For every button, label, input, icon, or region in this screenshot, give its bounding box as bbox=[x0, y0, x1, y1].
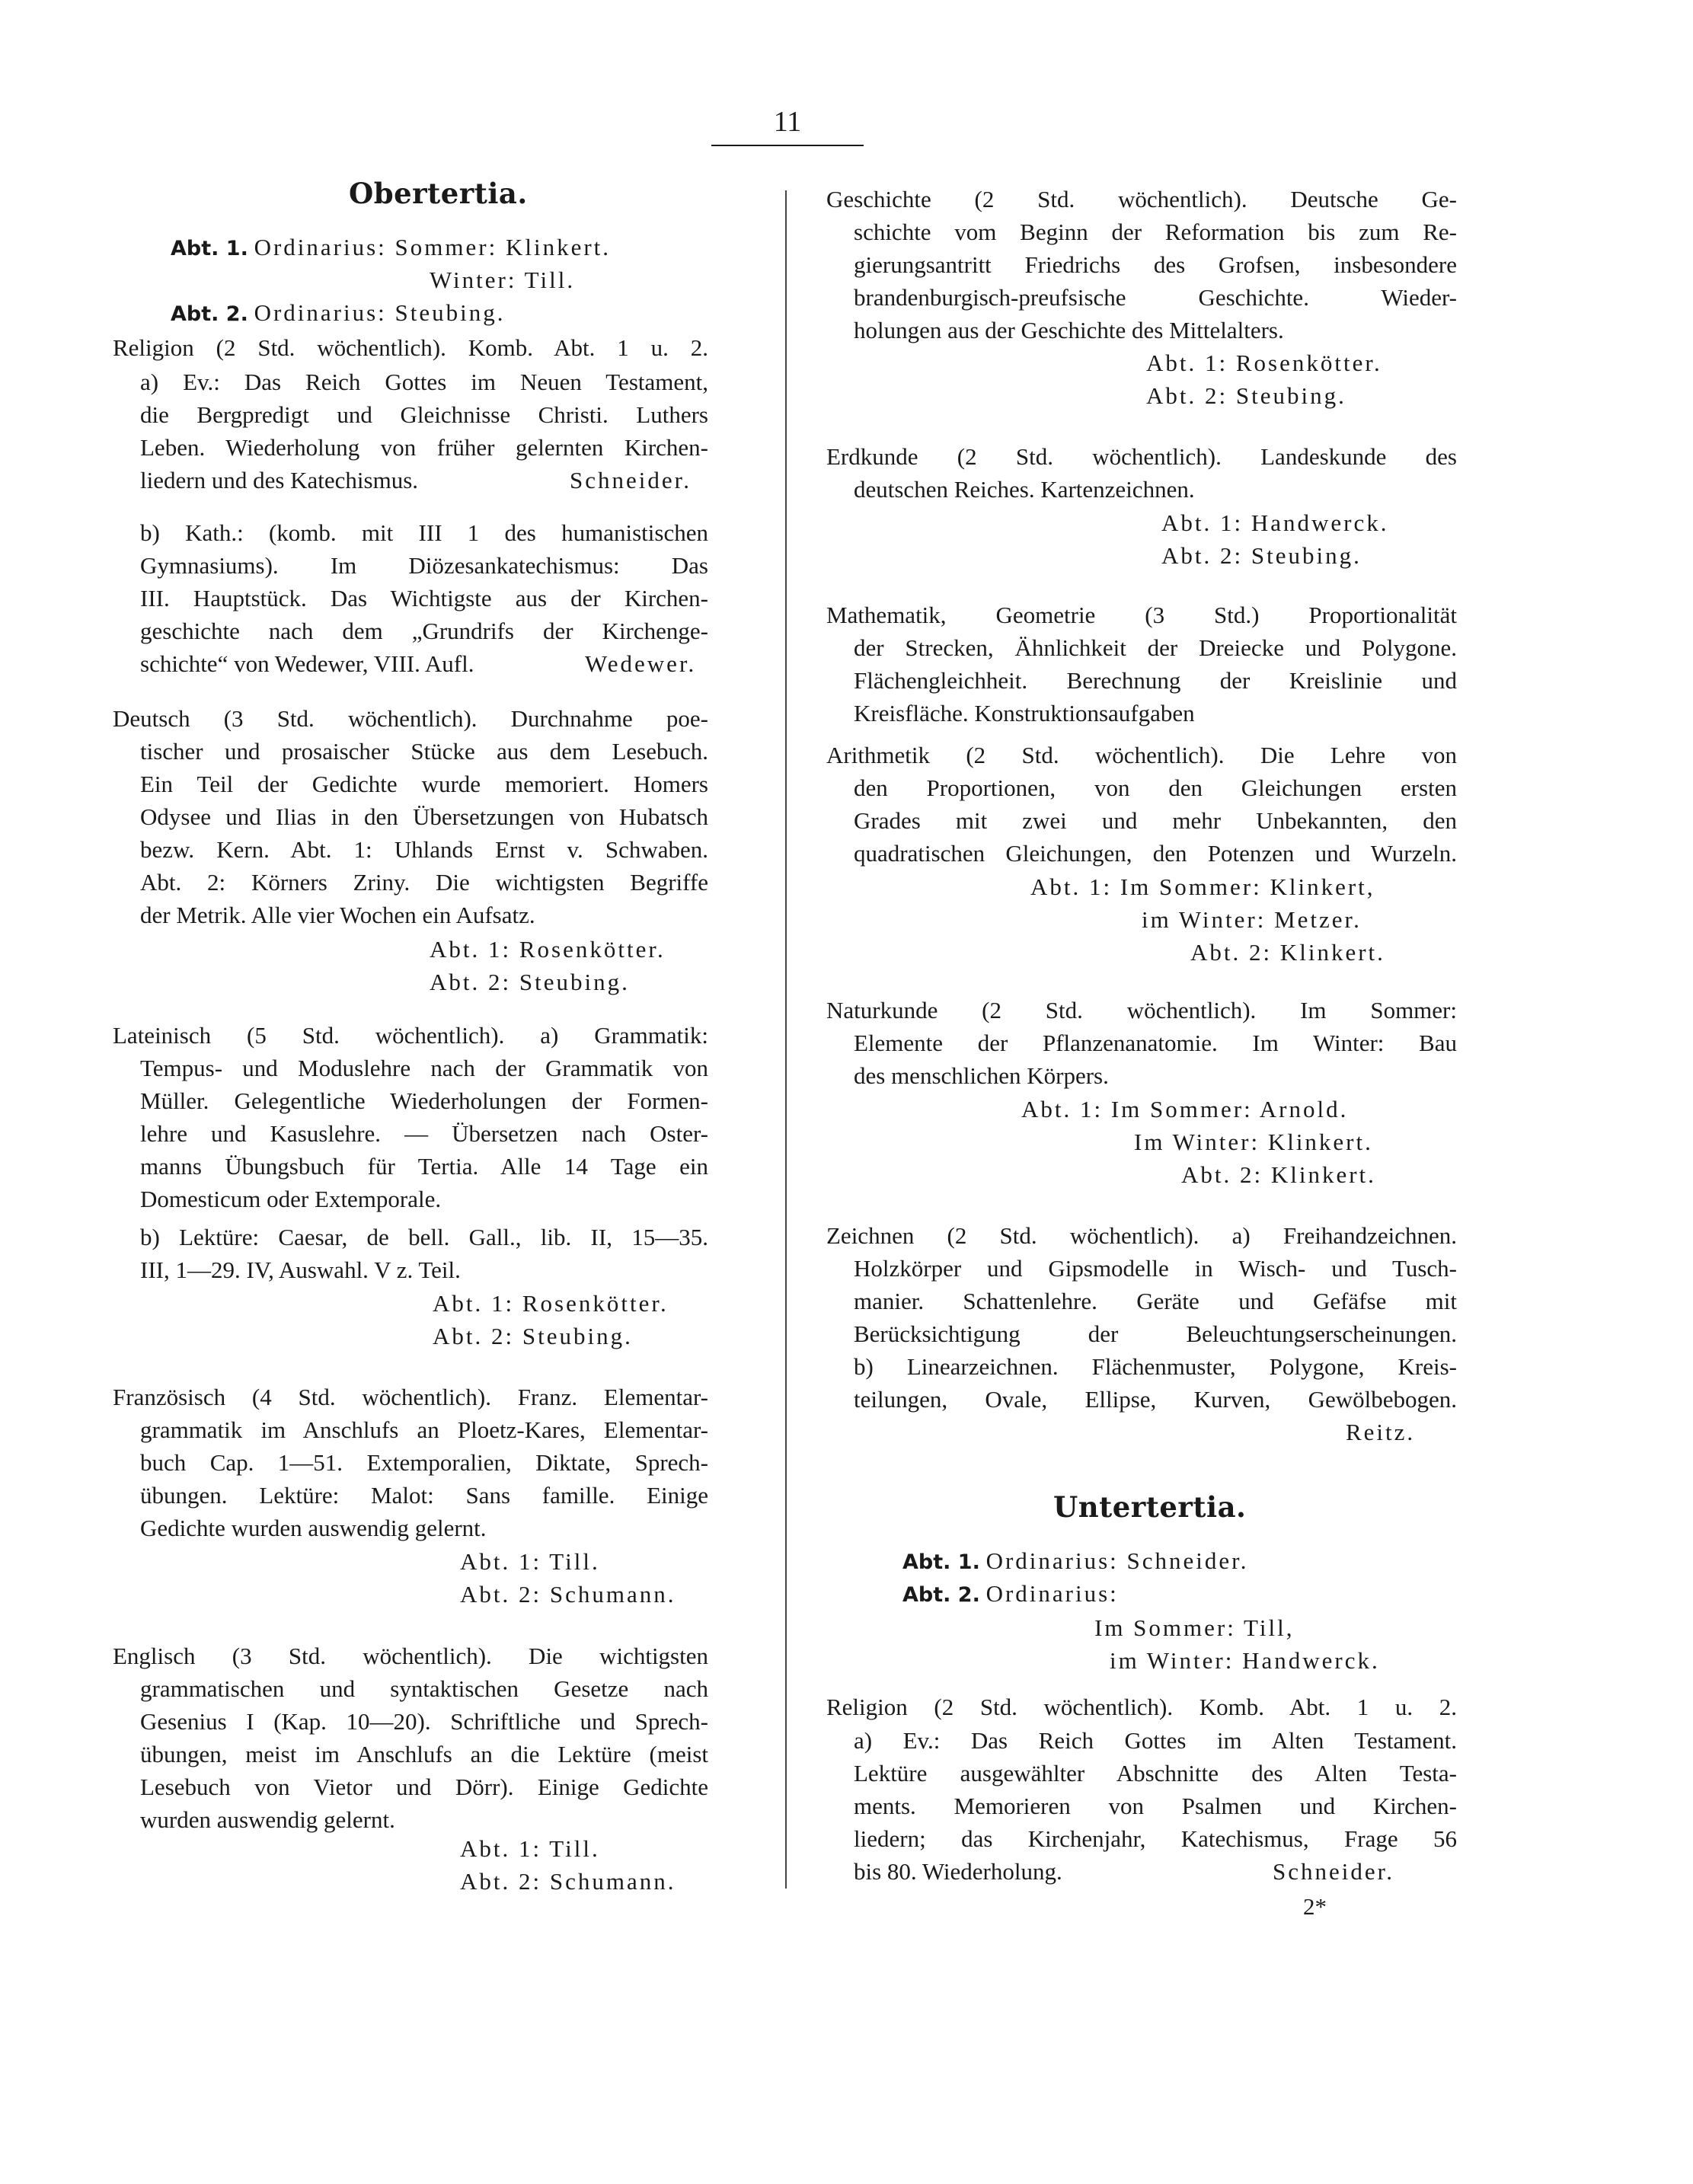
teacher-line: Abt. 1: Rosenkötter. bbox=[1146, 350, 1382, 376]
text-line: übungen, meist im Anschlufs an die Lektüre (meist bbox=[140, 1741, 708, 1767]
text-line: Ein Teil der Gedichte wurde memoriert. Homers bbox=[140, 771, 708, 797]
text-line: der Strecken, Ähnlichkeit der Dreiecke und Polygone. bbox=[854, 634, 1457, 661]
teacher-line: Abt. 2: Klinkert. bbox=[1190, 939, 1385, 966]
teacher-line: Abt. 2: Klinkert. bbox=[1181, 1161, 1376, 1188]
teacher-line: Abt. 1: Im Sommer: Arnold. bbox=[1021, 1096, 1349, 1122]
teacher-line: Im Winter: Klinkert. bbox=[1134, 1129, 1373, 1155]
text-line: Geschichte (2 Std. wöchentlich). Deutsche Ge- bbox=[826, 186, 1457, 212]
text-line: holungen aus der Geschichte des Mittelalters. bbox=[854, 317, 1284, 343]
abt-label: Abt. 2. bbox=[902, 1583, 980, 1607]
teacher-line: Abt. 1: Till. bbox=[460, 1548, 600, 1575]
text-line: Französisch (4 Std. wöchentlich). Franz. Elementar- bbox=[113, 1384, 708, 1410]
teacher-line: Abt. 2: Steubing. bbox=[433, 1323, 633, 1349]
text-line: a) Ev.: Das Reich Gottes im Alten Testament. bbox=[854, 1727, 1457, 1754]
text-line: Tempus- und Moduslehre nach der Grammatik von bbox=[140, 1055, 708, 1081]
text-line: übungen. Lektüre: Malot: Sans famille. Einige bbox=[140, 1482, 708, 1509]
column-divider bbox=[785, 190, 787, 1889]
text-line: Englisch (3 Std. wöchentlich). Die wichtigsten bbox=[113, 1643, 708, 1669]
text-line: Mathematik, Geometrie (3 Std.) Proportionalität bbox=[826, 602, 1457, 628]
teacher-line: Abt. 2: Steubing. bbox=[1146, 382, 1346, 409]
teacher-name: Wedewer. bbox=[585, 650, 697, 677]
abt-label: Abt. 1. bbox=[171, 237, 248, 260]
teacher-line: Abt. 2: Steubing. bbox=[1161, 542, 1362, 569]
text-line: quadratischen Gleichungen, den Potenzen und Wurzeln. bbox=[854, 840, 1457, 867]
text-line: Gesenius I (Kap. 10—20). Schriftliche und Sprech- bbox=[140, 1708, 708, 1735]
text-line: Domesticum oder Extemporale. bbox=[140, 1186, 442, 1212]
text-line: b) Lektüre: Caesar, de bell. Gall., lib. II, 15—35. bbox=[140, 1224, 708, 1250]
text-line: Deutsch (3 Std. wöchentlich). Durchnahme poe- bbox=[113, 705, 708, 732]
text-line: Gedichte wurden auswendig gelernt. bbox=[140, 1515, 487, 1541]
text-line: buch Cap. 1—51. Extemporalien, Diktate, Sprech- bbox=[140, 1449, 708, 1476]
text-line: grammatik im Anschlufs an Ploetz-Kares, Elementar- bbox=[140, 1416, 708, 1443]
text-line: Holzkörper und Gipsmodelle in Wisch- und Tusch- bbox=[854, 1255, 1457, 1282]
text-line: liedern und des Katechismus. bbox=[140, 467, 419, 493]
signature-mark: 2* bbox=[1303, 1893, 1327, 1920]
ordinarius-line bbox=[902, 1544, 1249, 1579]
ordinarius-line: Winter: Till. bbox=[430, 267, 576, 293]
text-line: des menschlichen Körpers. bbox=[854, 1062, 1109, 1089]
text-line: schichte vom Beginn der Reformation bis zum Re- bbox=[854, 219, 1457, 245]
text-line: bis 80. Wiederholung. bbox=[854, 1858, 1062, 1885]
teacher-line: Abt. 2: Schumann. bbox=[460, 1581, 676, 1608]
ordinarius-text: Ordinarius: Sommer: Klinkert. bbox=[254, 234, 612, 260]
text-line: a) Ev.: Das Reich Gottes im Neuen Testament, bbox=[140, 369, 708, 395]
text-line: manier. Schattenlehre. Geräte und Gefäfse mit bbox=[854, 1288, 1457, 1314]
text-line: Erdkunde (2 Std. wöchentlich). Landeskunde des bbox=[826, 443, 1457, 470]
text-line: Lektüre ausgewählter Abschnitte des Alten Testa- bbox=[854, 1760, 1457, 1786]
text-line: den Proportionen, von den Gleichungen ersten bbox=[854, 774, 1457, 801]
text-line: Berücksichtigung der Beleuchtungserscheinungen. bbox=[854, 1320, 1457, 1347]
teacher-line: Abt. 1: Till. bbox=[460, 1835, 600, 1862]
text-line: Elemente der Pflanzenanatomie. Im Winter: Bau bbox=[854, 1030, 1457, 1056]
text-line: Odysee und Ilias in den Übersetzungen von Hubatsch bbox=[140, 803, 708, 830]
text-line: der Metrik. Alle vier Wochen ein Aufsatz. bbox=[140, 902, 535, 928]
text-line: manns Übungsbuch für Tertia. Alle 14 Tage ein bbox=[140, 1153, 708, 1180]
text-line: Lateinisch (5 Std. wöchentlich). a) Grammatik: bbox=[113, 1022, 708, 1049]
text-line: brandenburgisch-preufsische Geschichte. Wieder- bbox=[854, 284, 1457, 311]
ordinarius-text: Ordinarius: bbox=[985, 1580, 1119, 1607]
text-line: teilungen, Ovale, Ellipse, Kurven, Gewölbebogen. bbox=[854, 1386, 1457, 1413]
text-line: III, 1—29. IV, Auswahl. V z. Teil. bbox=[140, 1256, 461, 1283]
text-line: Gymnasiums). Im Diözesankatechismus: Das bbox=[140, 552, 708, 579]
text-line: b) Kath.: (komb. mit III 1 des humanistischen bbox=[140, 519, 708, 546]
text-line: lehre und Kasuslehre. — Übersetzen nach Oster- bbox=[140, 1120, 708, 1147]
ordinarius-line bbox=[171, 296, 506, 330]
ordinarius-line bbox=[902, 1577, 1119, 1611]
teacher-line: Abt. 1: Rosenkötter. bbox=[433, 1290, 669, 1317]
text-line: ments. Memorieren von Psalmen und Kirchen- bbox=[854, 1793, 1457, 1819]
text-line: schichte“ von Wedewer, VIII. Aufl. bbox=[140, 650, 474, 677]
text-line: Grades mit zwei und mehr Unbekannten, den bbox=[854, 807, 1457, 834]
abt-label: Abt. 2. bbox=[171, 302, 248, 326]
section-heading-untertertia: Untertertia. bbox=[1053, 1490, 1247, 1524]
teacher-line: Abt. 2: Schumann. bbox=[460, 1868, 676, 1895]
ordinarius-line bbox=[171, 231, 611, 265]
teacher-name: Schneider. bbox=[1273, 1858, 1394, 1885]
text-line: Arithmetik (2 Std. wöchentlich). Die Lehre von bbox=[826, 742, 1457, 768]
text-line: Leben. Wiederholung von früher gelernten Kirchen- bbox=[140, 434, 708, 461]
text-line: geschichte nach dem „Grundrifs der Kirchenge- bbox=[140, 618, 708, 644]
text-line: Zeichnen (2 Std. wöchentlich). a) Freihandzeichnen. bbox=[826, 1222, 1457, 1249]
text-line: deutschen Reiches. Kartenzeichnen. bbox=[854, 476, 1195, 503]
section-heading-obertertia: Obertertia. bbox=[349, 177, 528, 210]
text-line: bezw. Kern. Abt. 1: Uhlands Ernst v. Schwaben. bbox=[140, 836, 708, 863]
text-line: Flächengleichheit. Berechnung der Kreislinie und bbox=[854, 667, 1457, 694]
ordinarius-line: Im Sommer: Till, bbox=[1094, 1614, 1295, 1641]
page-number: 11 bbox=[773, 106, 802, 138]
teacher-name: Schneider. bbox=[570, 467, 692, 493]
teacher-line: Abt. 1: Rosenkötter. bbox=[430, 936, 666, 963]
text-line: grammatischen und syntaktischen Gesetze nach bbox=[140, 1675, 708, 1702]
ordinarius-text: Ordinarius: Schneider. bbox=[985, 1547, 1249, 1574]
text-line: gierungsantritt Friedrichs des Grofsen, insbesondere bbox=[854, 251, 1457, 278]
text-line: Naturkunde (2 Std. wöchentlich). Im Sommer: bbox=[826, 997, 1457, 1023]
teacher-line: Abt. 1: Handwerck. bbox=[1161, 509, 1389, 536]
teacher-line: im Winter: Metzer. bbox=[1142, 906, 1362, 933]
text-line: Abt. 2: Körners Zriny. Die wichtigsten Begriffe bbox=[140, 869, 708, 896]
text-line: Müller. Gelegentliche Wiederholungen der Formen- bbox=[140, 1087, 708, 1114]
abt-label: Abt. 1. bbox=[902, 1550, 980, 1574]
page-number-rule bbox=[711, 145, 864, 146]
text-line: tischer und prosaischer Stücke aus dem Lesebuch. bbox=[140, 738, 708, 765]
text-line: die Bergpredigt und Gleichnisse Christi. Luthers bbox=[140, 401, 708, 428]
text-line: III. Hauptstück. Das Wichtigste aus der Kirchen- bbox=[140, 585, 708, 611]
ordinarius-line: im Winter: Handwerck. bbox=[1110, 1647, 1380, 1674]
text-line: liedern; das Kirchenjahr, Katechismus, Frage 56 bbox=[854, 1825, 1457, 1852]
text-line: wurden auswendig gelernt. bbox=[140, 1806, 395, 1833]
teacher-name: Reitz. bbox=[1346, 1419, 1416, 1445]
text-line: Religion (2 Std. wöchentlich). Komb. Abt. 1 u. 2. bbox=[826, 1694, 1457, 1720]
text-line: Religion (2 Std. wöchentlich). Komb. Abt. 1 u. 2. bbox=[113, 334, 708, 361]
text-line: b) Linearzeichnen. Flächenmuster, Polygone, Kreis- bbox=[854, 1353, 1457, 1380]
teacher-line: Abt. 2: Steubing. bbox=[430, 969, 630, 995]
text-line: Lesebuch von Vietor und Dörr). Einige Gedichte bbox=[140, 1774, 708, 1800]
teacher-line: Abt. 1: Im Sommer: Klinkert, bbox=[1030, 873, 1375, 900]
ordinarius-text: Ordinarius: Steubing. bbox=[254, 299, 506, 326]
text-line: Kreisfläche. Konstruktionsaufgaben bbox=[854, 700, 1195, 726]
